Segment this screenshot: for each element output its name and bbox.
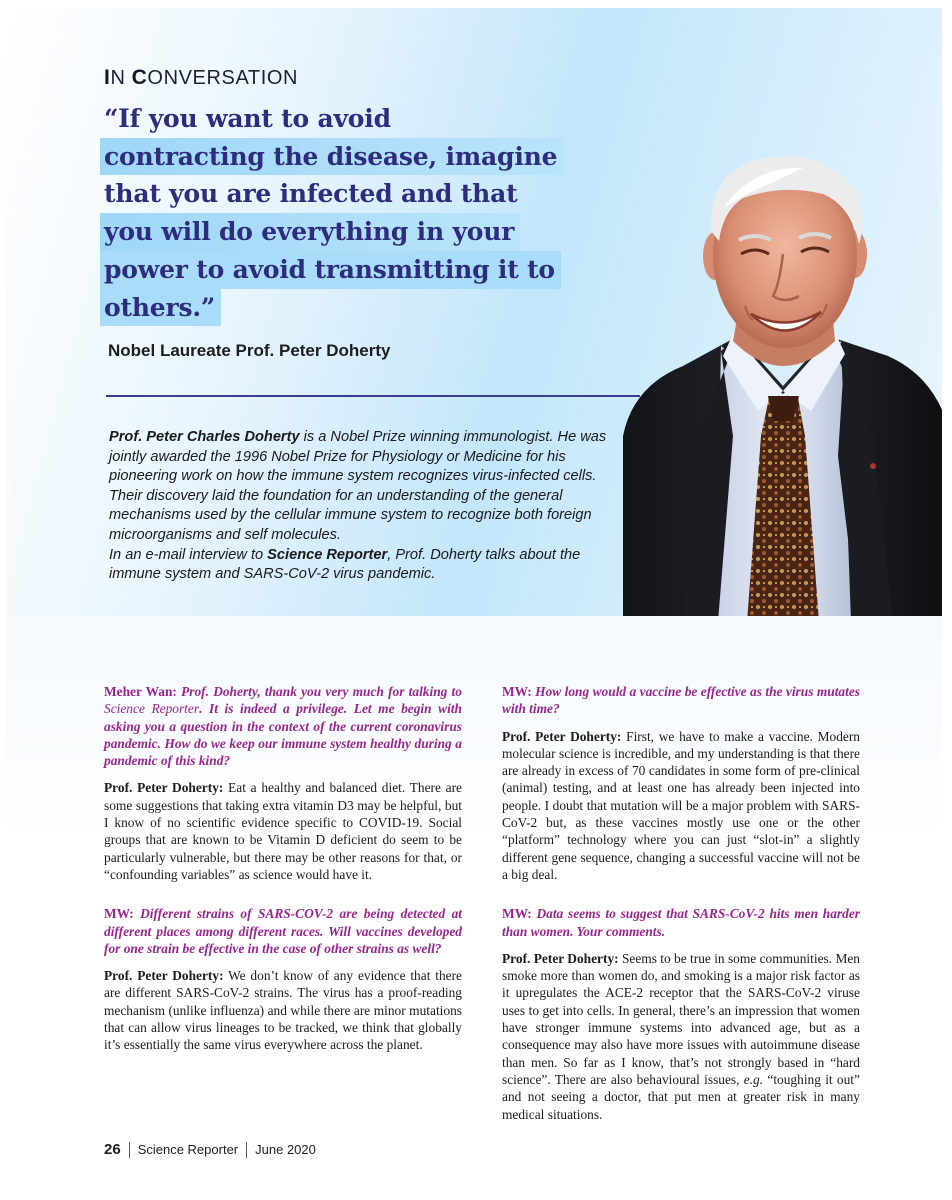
page-number: 26	[104, 1141, 121, 1158]
divider-rule	[106, 395, 640, 397]
section-label-initial: C	[131, 66, 148, 89]
question-speaker: MW:	[502, 684, 532, 699]
section-label-initial: I	[104, 66, 111, 89]
footer-separator	[129, 1142, 130, 1158]
footer-separator	[246, 1142, 247, 1158]
question-text: Prof. Doherty, thank you very much for talking to	[176, 684, 462, 699]
page-footer	[104, 1141, 316, 1158]
interview-answer	[502, 728, 860, 884]
interview-question	[104, 683, 462, 769]
answer-speaker: Prof. Peter Doherty:	[104, 780, 224, 796]
article-column-left	[104, 683, 462, 1076]
quote-line: you will do everything in your	[100, 213, 520, 251]
quote-line: power to avoid transmitting it to	[100, 251, 561, 289]
question-text: How long would a vaccine be effective as the virus mutates with time?	[502, 684, 860, 717]
interview-question	[502, 683, 860, 718]
question-speaker: MW:	[104, 906, 134, 922]
answer-speaker: Prof. Peter Doherty:	[104, 968, 224, 984]
answer-speaker: Prof. Peter Doherty:	[502, 728, 622, 744]
intro-text: In an e-mail interview to	[109, 546, 268, 563]
article-column-right	[502, 683, 860, 1145]
header-band	[6, 8, 942, 616]
interview-answer	[104, 779, 462, 883]
pull-quote	[100, 100, 640, 326]
intro-text: , Prof. Doherty talks about the immune system and SARS-CoV-2 virus pandemic.	[109, 546, 581, 583]
interview-answer	[502, 950, 860, 1123]
interview-question	[104, 905, 462, 957]
portrait-photo	[623, 136, 942, 616]
footer-magazine-name: Science Reporter	[137, 1142, 239, 1157]
quote-line: “If you want to avoid	[104, 104, 391, 133]
answer-abbreviation: e.g.	[743, 1071, 764, 1087]
answer-text: We don’t know of any evidence that there are different SARS-CoV-2 strains. The virus has a proof-reading mechanism (unlike influenza) and while there are minor mutations that can allow virus lineages to be tracked, we think that globally it’s essentially the same virus everywhere across the planet.	[104, 968, 462, 1053]
intro-text: is a Nobel Prize winning immunologist. He was jointly awarded the 1996 Nobel Prize for Physiology or Medicine for his pioneering work on how the immune system recognizes virus-infected cells. Their discovery laid the foundation for an understanding of the general mechanisms used by the cellular immune system to recognize both foreign microorganisms and self molecules.	[109, 429, 607, 543]
interview-answer	[104, 967, 462, 1053]
answer-text: Eat a healthy and balanced diet. There are some suggestions that taking extra vitamin D3 may be helpful, but I know of no scientific evidence specific to COVID-19. Social groups that are known to be Vitamin D deficient do seem to be particularly vulnerable, but there may be other reasons for that, or “confounding variables” as science would have it.	[104, 780, 462, 882]
question-text: Different strains of SARS-COV-2 are being detected at different places among different races. Will vaccines developed for one strain be effective in the case of other strains as well?	[104, 906, 462, 956]
quote-line: that you are infected and that	[104, 179, 518, 209]
portrait-illustration	[623, 136, 942, 616]
answer-speaker: Prof. Peter Doherty:	[502, 950, 619, 966]
question-magazine-name: Science Reporter	[104, 701, 200, 717]
quote-attribution: Nobel Laureate Prof. Peter Doherty	[108, 341, 391, 360]
intro-paragraph	[109, 428, 609, 585]
question-text: Data seems to suggest that SARS-CoV-2 hits men harder than women. Your comments.	[502, 906, 860, 939]
intro-name: Prof. Peter Charles Doherty	[109, 429, 300, 445]
footer-date: June 2020	[255, 1142, 316, 1157]
answer-text: First, we have to make a vaccine. Modern molecular science is incredible, and my understanding is that there are already in excess of 70 candidates in some form of pre-clinical (animal) testing, and at least one has already been injected into people. I doubt that mutation will be a major problem with SARS-CoV-2 but, as these vaccines mostly use one or the other “platform” technology where you can just “slot-in” a slightly different gene sequence, changing a successful vaccine will not be a big deal.	[502, 728, 861, 882]
question-speaker: Meher Wan:	[104, 684, 177, 699]
interview-question	[502, 905, 860, 940]
answer-text: “toughing it out” and not seeing a doctor, that put men at greater risk in many medical situations.	[502, 1071, 860, 1122]
intro-magazine-name: Science Reporter	[267, 546, 388, 563]
quote-line: contracting the disease, imagine	[100, 138, 563, 176]
section-label	[104, 66, 298, 90]
answer-text: Seems to be true in some communities. Men smoke more than women do, and smoking is a major risk factor as it upregulates the ACE-2 receptor that the SARS-CoV-2 viruse uses to get into cells. In general, there’s an impression that women have stronger immune systems into advanced age, but as a consequence may also have more issues with autoimmune disease than men. So far as I know, that’s not strongly based in “hard science”. There are also behavioural issues,	[502, 950, 860, 1087]
section-label-part: ONVERSATION	[147, 67, 299, 89]
quote-line: others.”	[100, 289, 221, 327]
question-speaker: MW:	[502, 906, 532, 922]
question-text: . It is indeed a privilege. Let me begin with asking you a question in the context of the current coronavirus pandemic. How do we keep our immune system healthy during a pandemic of this kind?	[104, 701, 462, 769]
section-label-part: N	[110, 67, 132, 89]
